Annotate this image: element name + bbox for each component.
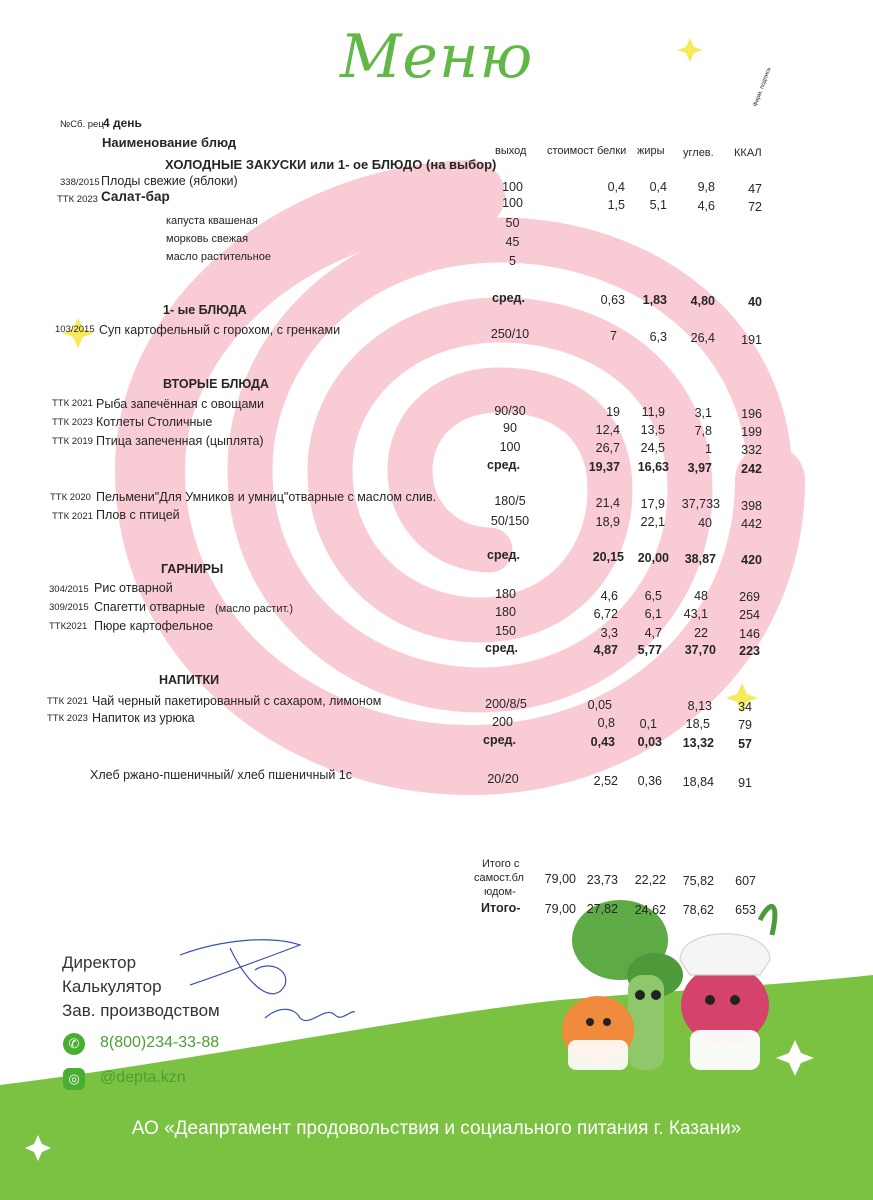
page-title: Меню xyxy=(340,22,534,92)
phone-number[interactable]: 8(800)234-33-88 xyxy=(100,1034,220,1051)
header-cost: стоимост xyxy=(547,145,594,157)
header-name: Наименование блюд xyxy=(102,135,237,150)
instagram-handle[interactable]: @depta.kzn xyxy=(100,1069,186,1086)
menu-page: Меню Фирм. подпись №Сб. рец 4 день Наименование блюд выход стоимост белки жиры углев. ККАЛ ХОЛОДНЫЕ ЗАКУСКИ или 1- ое БЛЮДО (на выбор) 338/2015 Плоды свежие (яблоки) 100 0,4 0,4 9,8 47 ТТК 2023 Салат-бар 100 1,5 5,1 4,6 72 капуста квашеная 50 морковь свежая 45 масло растительное 5 сред. 0,63 1,83 4,80 40 1- ые БЛЮДА 103/2015 Суп картофельный с горохом, с гренками 250/10 7 6,3 26,4 191 ВТОРЫЕ БЛЮДА ТТК 2021 Рыба запечённая с овощами 90/30 19 11,9 3,1 196 ТТК 2023 Котлеты Столичные 90 12,4 13,5 7,8 199 ТТК 2019 Птица запеченная (цыплята) 100 26,7 24,5 1 332 сред. 19,37 16,63 3,97 242 ТТК 2020 Пельмени"Для Умников и умниц"отварные с маслом слив. 180/5 21,4 17,9 37,733 398 ТТК 2021 Плов с птицей 50/150 18,9 22,1 40 442 сред. 20,15 20,00 38,87 420 ГАРНИРЫ 304/2015 Рис отварной 180 4,6 6,5 48 269 309/2015 Спагетти отварные (масло растит.) 180 6,72 6,1 43,1 254 ТТК2021 Пюре картофельное 150 3,3 4,7 22 146 сред. 4,87 5,77 37,70 223 НАПИТКИ ТТК 2021 Чай черный пакетированный с сахаром, лимоном 200/8/5 0,05 8,13 34 ТТК 2023 Напиток из урюка 200 0,8 0,1 18,5 79 сред. 0,43 0,03 13,32 57 Хлеб ржано-пшеничный/ хлеб пшеничный 1с 20/20 2,52 0,36 18,84 91 Итого с самост.бл юдом- 79,00 23,73 22,22 75,82 607 Итого- 79,00 27,82 24,62 78,62 653 Директор Калькулятор Зав. производством ✆ 8(800)234-33-88 ◎ @depta.kzn АО «Деапртамент продовольствия и социального питания г. Казани» xyxy=(0,0,873,1200)
section-drinks: НАПИТКИ xyxy=(159,673,220,687)
header-output: выход xyxy=(495,145,527,157)
section-second: ВТОРЫЕ БЛЮДА xyxy=(163,377,269,391)
section-cold: ХОЛОДНЫЕ ЗАКУСКИ или 1- ое БЛЮДО (на выбор) xyxy=(165,157,497,172)
list-item: 45 xyxy=(505,235,520,249)
calculator-label: Калькулятор xyxy=(62,977,162,996)
section-first: 1- ые БЛЮДА xyxy=(163,303,247,317)
header-carb: углев. xyxy=(683,147,714,159)
day-label: 4 день xyxy=(103,116,142,130)
list-item: 50 xyxy=(505,216,520,230)
list-item: масло растительное xyxy=(166,251,271,263)
phone-icon: ✆ xyxy=(63,1033,85,1055)
pink-swirl xyxy=(150,195,770,760)
tiny-note: Фирм. подпись xyxy=(752,66,773,108)
header-protein: белки xyxy=(597,145,627,157)
director-label: Директор xyxy=(62,953,137,972)
list-item: капуста квашеная xyxy=(166,215,258,227)
list-item: морковь свежая xyxy=(166,233,249,245)
header-kcal: ККАЛ xyxy=(734,147,762,159)
doc-number: №Сб. рец xyxy=(60,119,104,130)
instagram-icon: ◎ xyxy=(63,1068,85,1090)
section-garnish: ГАРНИРЫ xyxy=(161,562,224,576)
production-head-label: Зав. производством xyxy=(62,1001,220,1020)
list-item: 5 xyxy=(509,254,516,268)
header-fat: жиры xyxy=(637,145,665,157)
organization-name: АО «Деапртамент продовольствия и социального питания г. Казани» xyxy=(131,1118,742,1139)
